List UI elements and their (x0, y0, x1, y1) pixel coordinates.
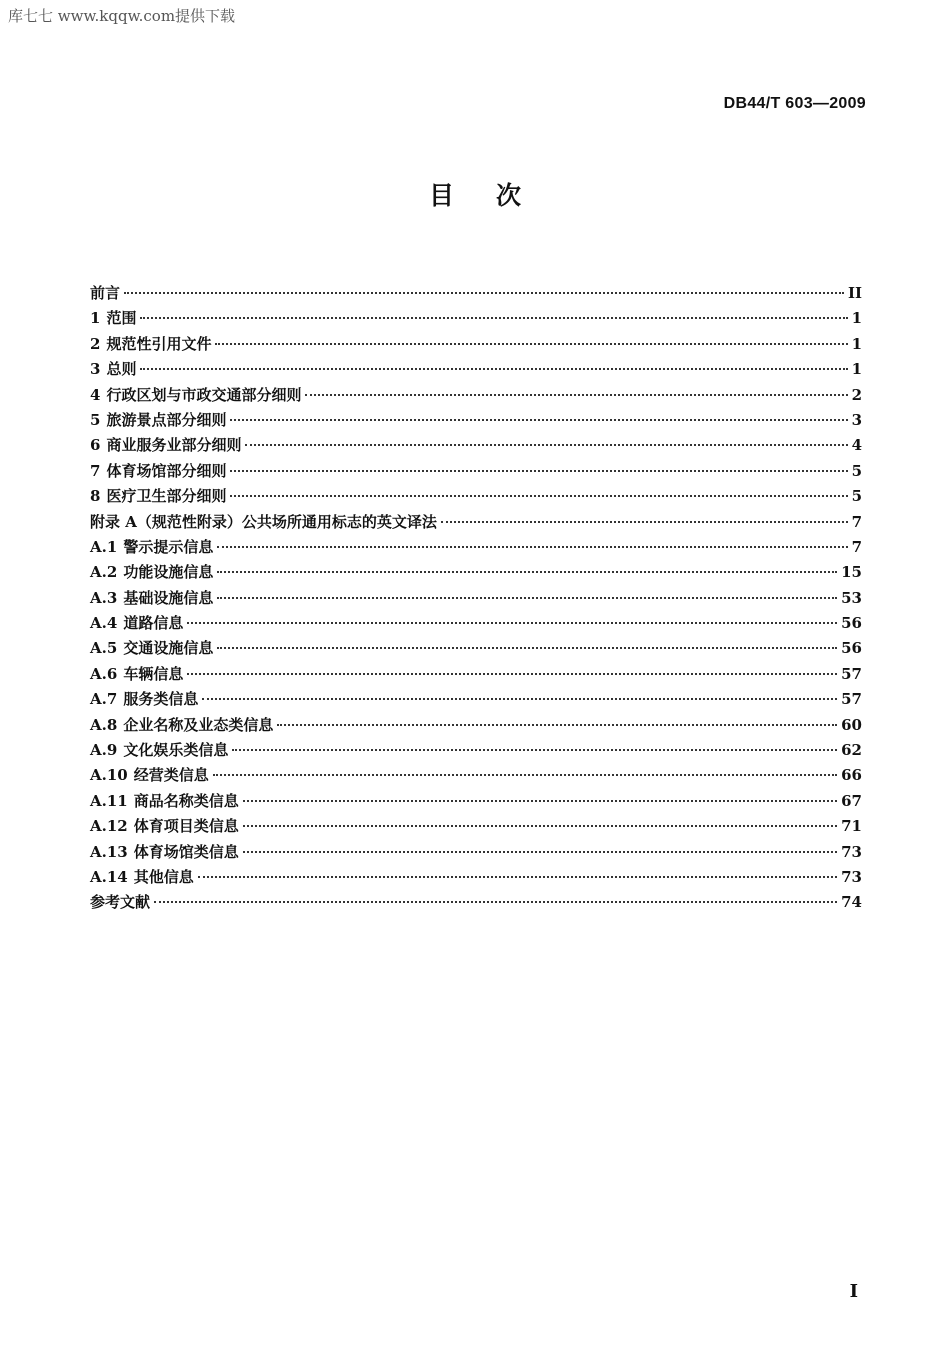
toc-leader-dots (217, 597, 837, 599)
toc-leader-dots (140, 317, 847, 319)
toc-entry-number: A.4 (90, 614, 118, 633)
toc-entry-label (90, 535, 213, 560)
toc-entry[interactable] (90, 408, 862, 433)
toc-entry-page: 56 (841, 639, 862, 658)
toc-entry-page: 5 (851, 487, 862, 506)
toc-entry[interactable] (90, 636, 862, 661)
toc-entry-title: 体育场馆部分细则 (106, 461, 227, 480)
toc-entry-label (90, 383, 301, 408)
toc-entry-page: 7 (851, 537, 862, 556)
toc-entry-title: 行政区划与市政交通部分细则 (106, 385, 302, 404)
toc-entry-number: A.7 (90, 690, 118, 709)
toc-entry-page: 57 (841, 690, 862, 709)
toc-entry[interactable] (90, 738, 862, 763)
toc-entry-number: A.11 (90, 791, 128, 810)
toc-entry-label (90, 459, 226, 484)
toc-entry-label (90, 713, 273, 738)
toc-entry-page: 2 (851, 385, 862, 404)
toc-entry-page: 3 (851, 410, 862, 429)
page-number: I (849, 1281, 858, 1302)
toc-entry-label (90, 332, 211, 357)
toc-entry-title: 体育项目类信息 (133, 817, 239, 836)
toc-leader-dots (243, 800, 837, 802)
toc-entry-title: 企业名称及业态类信息 (123, 715, 274, 734)
toc-entry-label (90, 840, 239, 865)
toc-entry[interactable] (90, 306, 862, 331)
toc-entry-page: II (847, 284, 862, 302)
toc-entry-page: 71 (841, 817, 862, 836)
toc-leader-dots (232, 749, 837, 751)
toc-entry[interactable] (90, 814, 862, 839)
toc-entry[interactable] (90, 840, 862, 865)
toc-entry-number: A.10 (90, 766, 128, 785)
toc-entry-label (90, 636, 213, 661)
toc-entry-number: 2 (90, 334, 101, 353)
toc-entry-title: 基础设施信息 (123, 588, 214, 607)
toc-entry-number: A.13 (90, 842, 128, 861)
toc-entry-label (90, 662, 183, 687)
toc-entry-number: A.3 (90, 588, 118, 607)
toc-entry[interactable] (90, 611, 862, 636)
toc-entry-number: A.9 (90, 741, 118, 760)
page-title: 目次 (428, 181, 563, 210)
toc-entry-title: 总则 (106, 360, 137, 379)
toc-entry-page: 1 (851, 334, 862, 353)
toc-entry-page: 66 (841, 766, 862, 785)
toc-entry[interactable] (90, 281, 862, 306)
toc-entry-label (90, 687, 198, 712)
toc-entry-number: 5 (90, 410, 101, 429)
toc-entry-title: 商业服务业部分细则 (106, 436, 242, 455)
toc-leader-dots (187, 673, 837, 675)
toc-entry-page: 1 (851, 360, 862, 379)
toc-entry[interactable] (90, 357, 862, 382)
toc-entry-page: 4 (851, 436, 862, 455)
toc-entry-title: 文化娱乐类信息 (123, 741, 229, 760)
toc-leader-dots (124, 292, 844, 294)
toc-entry[interactable] (90, 687, 862, 712)
toc-entry-label (90, 510, 437, 535)
toc-entry-label (90, 738, 228, 763)
toc-leader-dots (243, 825, 837, 827)
toc-entry-title: 医疗卫生部分细则 (106, 487, 227, 506)
toc-entry-title: 功能设施信息 (123, 563, 214, 582)
toc-entry-number: A.2 (90, 563, 118, 582)
toc-entry[interactable] (90, 865, 862, 890)
toc-entry-title: 前言 (90, 284, 121, 302)
toc-leader-dots (230, 419, 847, 421)
toc-entry-label (90, 357, 136, 382)
toc-entry-number: A.8 (90, 715, 118, 734)
toc-entry-title: 车辆信息 (123, 664, 184, 683)
toc-entry-title: 道路信息 (123, 614, 184, 633)
toc-entry-title: 商品名称类信息 (133, 791, 239, 810)
toc-leader-dots (154, 901, 837, 903)
toc-entry-page: 62 (841, 741, 862, 760)
toc-leader-dots (140, 368, 847, 370)
toc-entry-page: 15 (841, 563, 862, 582)
toc-entry-title: 交通设施信息 (123, 639, 214, 658)
toc-entry-label (90, 433, 241, 458)
toc-leader-dots (277, 724, 837, 726)
toc-entry[interactable] (90, 433, 862, 458)
toc-entry-page: 1 (851, 309, 862, 328)
toc-entry[interactable] (90, 535, 862, 560)
toc-entry-number: 4 (90, 385, 101, 404)
toc-entry-page: 60 (841, 715, 862, 734)
toc-entry-title: 其他信息 (133, 867, 194, 886)
toc-leader-dots (217, 571, 837, 573)
toc-entry[interactable] (90, 484, 862, 509)
toc-entry-title: 警示提示信息 (123, 537, 214, 556)
toc-entry-page: 5 (851, 461, 862, 480)
toc-entry-label (90, 306, 136, 331)
toc-entry[interactable] (90, 662, 862, 687)
toc-entry-label (90, 763, 209, 788)
toc-entry-page: 7 (851, 512, 862, 531)
toc-entry-page: 67 (841, 791, 862, 810)
toc-entry[interactable] (90, 763, 862, 788)
toc-entry-number: A.6 (90, 664, 118, 683)
toc-entry-number: 8 (90, 487, 101, 506)
toc-entry-label (90, 865, 194, 890)
toc-entry-label (90, 586, 213, 611)
toc-entry-label (90, 484, 226, 509)
toc-entry-label (90, 611, 183, 636)
toc-entry-page: 73 (841, 867, 862, 886)
toc-entry-number: 1 (90, 309, 101, 328)
toc-entry[interactable] (90, 713, 862, 738)
toc-entry[interactable] (90, 332, 862, 357)
toc-entry-title: 范围 (106, 309, 137, 328)
toc-entry-page: 56 (841, 614, 862, 633)
toc-entry-label (90, 560, 213, 585)
toc-leader-dots (217, 647, 837, 649)
toc-entry-title: 旅游景点部分细则 (106, 410, 227, 429)
toc-leader-dots (441, 521, 848, 523)
toc-leader-dots (217, 546, 847, 548)
toc-entry-label (90, 814, 239, 839)
toc-entry-number: A.5 (90, 639, 118, 658)
toc-entry-page: 74 (841, 893, 862, 912)
toc-entry[interactable] (90, 459, 862, 484)
toc-entry-page: 53 (841, 588, 862, 607)
toc-entry-title: 服务类信息 (123, 690, 199, 709)
toc-entry-number: 6 (90, 436, 101, 455)
toc-entry[interactable] (90, 789, 862, 814)
toc-leader-dots (230, 495, 847, 497)
toc-entry-label (90, 890, 150, 915)
toc-leader-dots (245, 444, 847, 446)
toc-entry-page: 73 (841, 842, 862, 861)
toc-entry[interactable] (90, 890, 862, 915)
toc-leader-dots (215, 343, 847, 345)
toc-entry-number: A.12 (90, 817, 128, 836)
toc-entry-title: 规范性引用文件 (106, 334, 212, 353)
table-of-contents (90, 281, 862, 916)
toc-entry[interactable] (90, 383, 862, 408)
toc-leader-dots (230, 470, 847, 472)
toc-leader-dots (198, 876, 837, 878)
toc-entry-number: A.1 (90, 537, 118, 556)
toc-entry-title: 体育场馆类信息 (133, 842, 239, 861)
watermark-text: 库七七 www.kqqw.com提供下载 (8, 7, 236, 25)
standard-code: DB44/T 603—2009 (723, 95, 866, 112)
toc-entry-label (90, 789, 239, 814)
toc-entry-title: 参考文献 (90, 893, 151, 912)
toc-entry[interactable] (90, 560, 862, 585)
toc-entry-number: 3 (90, 360, 101, 379)
toc-leader-dots (243, 851, 837, 853)
toc-entry-label (90, 281, 120, 306)
toc-entry-number: A.14 (90, 867, 128, 886)
toc-entry-page: 57 (841, 664, 862, 683)
toc-leader-dots (202, 698, 837, 700)
toc-entry-title: 经营类信息 (133, 766, 209, 785)
toc-entry-number: 7 (90, 461, 101, 480)
toc-entry[interactable] (90, 586, 862, 611)
toc-leader-dots (305, 394, 847, 396)
toc-entry[interactable] (90, 510, 862, 535)
toc-entry-label (90, 408, 226, 433)
toc-leader-dots (187, 622, 837, 624)
toc-leader-dots (213, 774, 837, 776)
toc-entry-title: 附录 A（规范性附录）公共场所通用标志的英文译法 (90, 512, 437, 531)
